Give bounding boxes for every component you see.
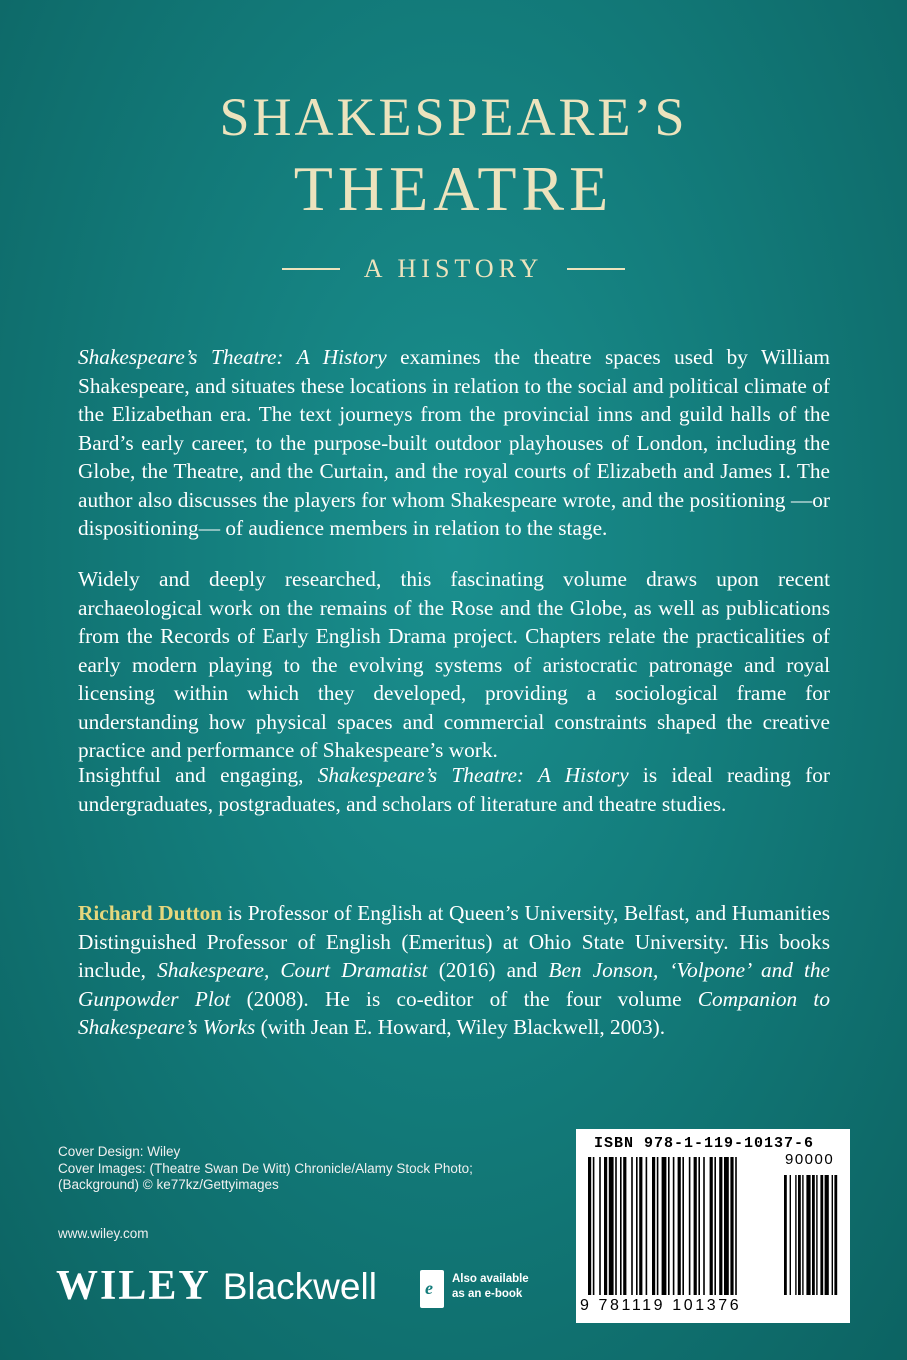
book-title-italic: Shakespeare, Court Dramatist (157, 958, 428, 982)
credit-line: (Background) © ke77kz/Gettyimages (58, 1177, 279, 1192)
bio-text: (2016) and (427, 958, 549, 982)
bio-text: (2008). He is co-editor of the four volume (230, 986, 698, 1011)
cover-credits (58, 1144, 473, 1194)
blurb-text: examines the theatre spaces used by William Shakespeare, and situates these locations in relation to the social and political climate of the Elizabethan era. The text journeys from the provincial inns and guild halls of the Bard’s early career, to the purpose-built outdoor playhouses of London, including the Globe, the Theatre, and the Curtain, and the royal courts of Elizabeth and James I. The author also discusses the players for whom Shakespeare wrote, and the positioning —or dispositioning— of audience members in relation to the stage. (78, 345, 830, 540)
wiley-logo-text: WILEY (56, 1263, 211, 1309)
blurb-paragraph-2: Widely and deeply researched, this fascinating volume draws upon recent archaeological work on the remains of the Rose and the Globe, as well as publications from the Records of Early English Drama project. Chapters relate the practicalities of early modern playing to the evolving systems of aristocratic patronage and royal licensing within which they developed, providing a sociological frame for understanding how physical spaces and commercial constraints shaped the creative practice and performance of Shakespeare’s work. (78, 567, 830, 762)
book-title-italic: Ben Jonson, ‘Volpone’ and the Gunpowder Plot (78, 958, 831, 1011)
ebook-line: as an e-book (452, 1288, 523, 1300)
website-link[interactable]: www.wiley.com (58, 1226, 149, 1241)
blurb-paragraph-3 (78, 761, 830, 818)
barcode-bars (588, 1157, 838, 1297)
price-code: 90000 (785, 1151, 835, 1168)
book-title-italic: Shakespeare’s Theatre: A History (317, 763, 629, 787)
isbn-label: ISBN 978-1-119-10137-6 (594, 1135, 815, 1152)
subtitle-rule-right (567, 268, 625, 270)
author-bio (78, 899, 830, 1042)
bio-text: (with Jean E. Howard, Wiley Blackwell, 2003). (255, 1015, 666, 1039)
subtitle-rule-left (282, 268, 340, 270)
title-line-1: SHAKESPEARE’S (219, 87, 688, 147)
blurb-paragraph-1 (78, 343, 830, 543)
title-line-2: THEATRE (293, 153, 614, 224)
ebook-notice (452, 1272, 529, 1302)
ebook-icon: e (420, 1270, 444, 1308)
ebook-line: Also available (452, 1273, 529, 1285)
subtitle-row (0, 254, 907, 284)
blurb-text: Insightful and engaging, (78, 763, 318, 787)
book-title-italic: Shakespeare’s Theatre: A History (78, 345, 387, 369)
author-name: Richard Dutton (78, 901, 223, 925)
blurb-text: is ideal reading for undergraduates, postgraduates, and scholars of literature and theatre studies. (78, 763, 830, 816)
blackwell-logo-text: Blackwell (222, 1266, 377, 1307)
credit-line: Cover Images: (Theatre Swan De Witt) Chronicle/Alamy Stock Photo; (58, 1160, 473, 1176)
book-title-italic: Companion to Shakespeare’s Works (78, 986, 830, 1039)
subtitle: A HISTORY (363, 254, 544, 283)
barcode (576, 1129, 850, 1323)
credit-line: Cover Design: Wiley (58, 1144, 181, 1159)
publisher-logo (56, 1262, 377, 1310)
bio-text: is Professor of English at Queen’s University, Belfast, and Humanities Distinguished Professor of English (Emeritus) at Ohio State University. His books include, (78, 901, 830, 982)
barcode-digits: 9 781119 101376 (580, 1297, 742, 1314)
